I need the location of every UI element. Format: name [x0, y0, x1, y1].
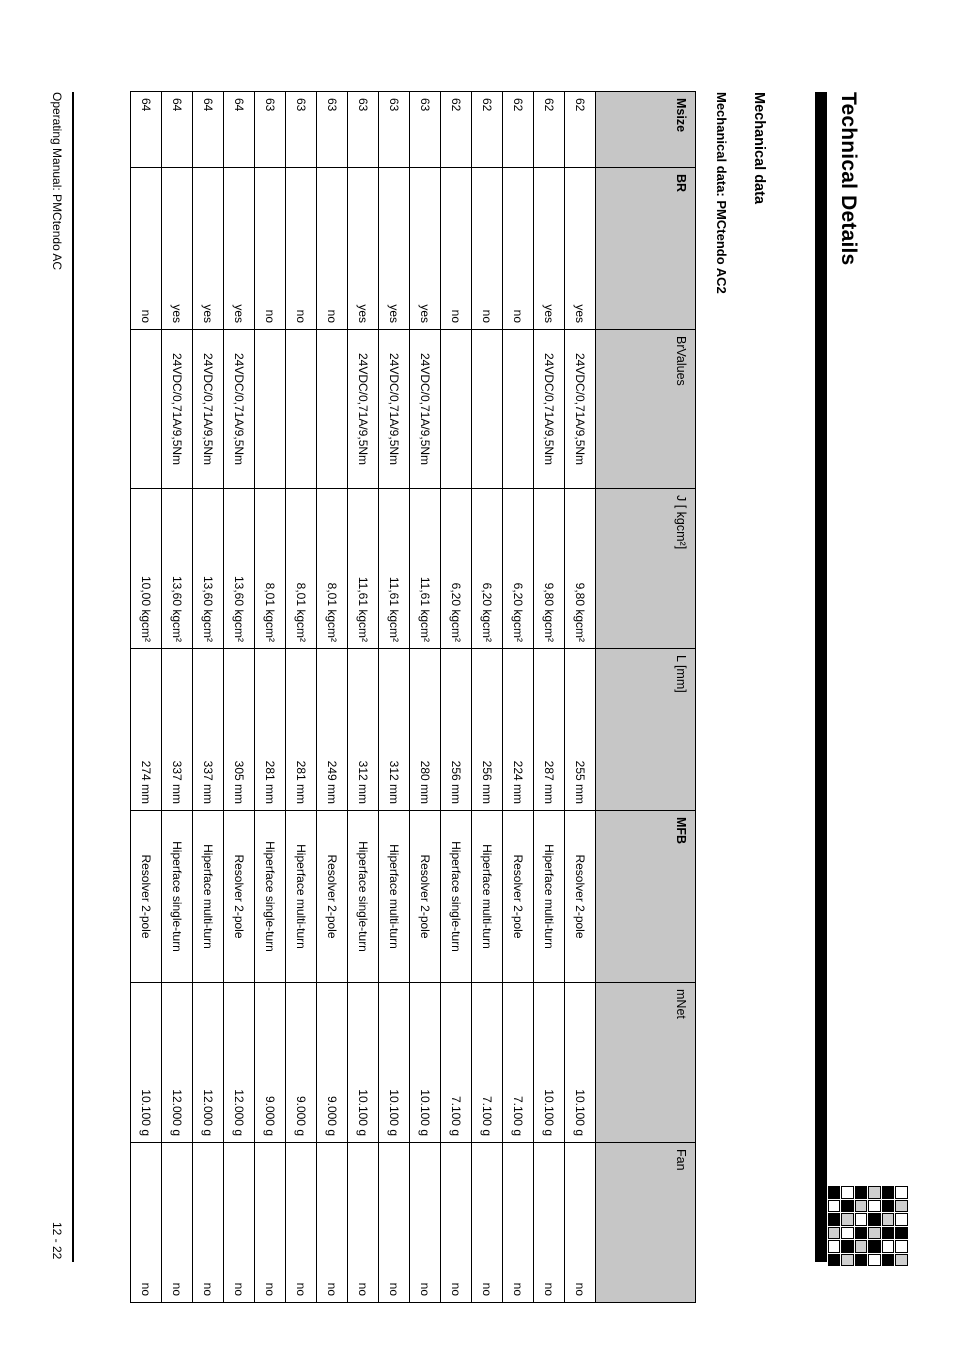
cell-msize: 62	[503, 92, 534, 168]
cell-mnet: 10.100 g	[379, 983, 410, 1143]
cell-msize: 62	[565, 92, 596, 168]
cell-mnet: 10.100 g	[131, 983, 162, 1143]
table-row	[410, 92, 441, 1303]
cell-br: yes	[162, 168, 193, 330]
cell-mnet: 7.100 g	[503, 983, 534, 1143]
cell-mnet: 7.100 g	[472, 983, 503, 1143]
cell-fan: no	[317, 1143, 348, 1303]
cell-msize: 62	[534, 92, 565, 168]
cell-msize: 64	[162, 92, 193, 168]
cell-fan: no	[131, 1143, 162, 1303]
cell-length: 305 mm	[224, 649, 255, 811]
cell-mfb: Hiperface multi-turn	[193, 811, 224, 983]
page-title: Technical Details	[837, 92, 860, 266]
cell-length: 280 mm	[410, 649, 441, 811]
cell-brvalues	[255, 330, 286, 489]
cell-brvalues	[472, 330, 503, 489]
cell-fan: no	[255, 1143, 286, 1303]
cell-fan: no	[224, 1143, 255, 1303]
cell-brvalues	[503, 330, 534, 489]
cell-length: 256 mm	[472, 649, 503, 811]
cell-br: no	[503, 168, 534, 330]
cell-br: yes	[565, 168, 596, 330]
col-header-mfb: MFB	[596, 811, 696, 983]
table-row	[565, 92, 596, 1303]
cell-inertia: 6,20 kgcm²	[503, 489, 534, 649]
cell-fan: no	[286, 1143, 317, 1303]
cell-mfb: Hiperface multi-turn	[379, 811, 410, 983]
table-row	[441, 92, 472, 1303]
cell-msize: 63	[255, 92, 286, 168]
cell-br: no	[131, 168, 162, 330]
mechanical-data-table	[130, 91, 696, 1303]
cell-brvalues: 24VDC/0,71A/9,5Nm	[348, 330, 379, 489]
cell-brvalues: 24VDC/0,71A/9,5Nm	[379, 330, 410, 489]
cell-mfb: Hiperface single-turn	[348, 811, 379, 983]
table-row	[348, 92, 379, 1303]
cell-inertia: 13,60 kgcm²	[162, 489, 193, 649]
cell-br: yes	[379, 168, 410, 330]
cell-inertia: 6,20 kgcm²	[441, 489, 472, 649]
cell-fan: no	[534, 1143, 565, 1303]
cell-mfb: Hiperface single-turn	[441, 811, 472, 983]
cell-br: no	[255, 168, 286, 330]
col-header-brvalues: BrValues	[596, 330, 696, 489]
cell-mfb: Resolver 2-pole	[410, 811, 441, 983]
cell-mnet: 9.000 g	[317, 983, 348, 1143]
cell-inertia: 13,60 kgcm²	[224, 489, 255, 649]
cell-mfb: Hiperface single-turn	[255, 811, 286, 983]
cell-mnet: 10.100 g	[565, 983, 596, 1143]
cell-brvalues: 24VDC/0,71A/9,5Nm	[410, 330, 441, 489]
cell-length: 312 mm	[379, 649, 410, 811]
footer-manual-name: Operating Manual: PMCtendo AC	[50, 92, 64, 271]
cell-mnet: 12.000 g	[224, 983, 255, 1143]
cell-br: no	[286, 168, 317, 330]
cell-brvalues	[131, 330, 162, 489]
table-header-row	[596, 92, 696, 1303]
cell-mfb: Resolver 2-pole	[131, 811, 162, 983]
cell-length: 281 mm	[255, 649, 286, 811]
cell-length: 249 mm	[317, 649, 348, 811]
cell-msize: 64	[193, 92, 224, 168]
cell-brvalues: 24VDC/0,71A/9,5Nm	[162, 330, 193, 489]
cell-mnet: 10.100 g	[534, 983, 565, 1143]
cell-brvalues: 24VDC/0,71A/9,5Nm	[224, 330, 255, 489]
col-header-fan: Fan	[596, 1143, 696, 1303]
cell-inertia: 8,01 kgcm²	[255, 489, 286, 649]
cell-inertia: 11,61 kgcm²	[410, 489, 441, 649]
cell-msize: 63	[410, 92, 441, 168]
page-number: 12 - 22	[50, 1222, 64, 1260]
cell-msize: 63	[317, 92, 348, 168]
cell-msize: 62	[472, 92, 503, 168]
title-divider	[815, 92, 827, 1262]
cell-brvalues: 24VDC/0,71A/9,5Nm	[534, 330, 565, 489]
cell-fan: no	[472, 1143, 503, 1303]
cell-length: 337 mm	[162, 649, 193, 811]
cell-mfb: Hiperface single-turn	[162, 811, 193, 983]
col-header-inertia: J [ kgcm²]	[596, 489, 696, 649]
cell-inertia: 11,61 kgcm²	[379, 489, 410, 649]
cell-mfb: Resolver 2-pole	[224, 811, 255, 983]
cell-fan: no	[193, 1143, 224, 1303]
cell-msize: 62	[441, 92, 472, 168]
cell-fan: no	[379, 1143, 410, 1303]
table-row	[162, 92, 193, 1303]
cell-br: no	[317, 168, 348, 330]
cell-mfb: Resolver 2-pole	[503, 811, 534, 983]
section-heading: Mechanical data	[751, 92, 767, 205]
cell-msize: 63	[379, 92, 410, 168]
cell-mfb: Resolver 2-pole	[565, 811, 596, 983]
cell-br: yes	[348, 168, 379, 330]
cell-fan: no	[410, 1143, 441, 1303]
cell-length: 287 mm	[534, 649, 565, 811]
company-logo-icon	[828, 1186, 908, 1266]
cell-fan: no	[348, 1143, 379, 1303]
cell-mfb: Hiperface multi-turn	[534, 811, 565, 983]
cell-mnet: 12.000 g	[193, 983, 224, 1143]
cell-br: no	[441, 168, 472, 330]
cell-fan: no	[565, 1143, 596, 1303]
cell-inertia: 13,60 kgcm²	[193, 489, 224, 649]
table-row	[317, 92, 348, 1303]
cell-fan: no	[162, 1143, 193, 1303]
cell-br: yes	[193, 168, 224, 330]
table-row	[379, 92, 410, 1303]
table-row	[193, 92, 224, 1303]
cell-mnet: 12.000 g	[162, 983, 193, 1143]
cell-br: yes	[410, 168, 441, 330]
cell-mfb: Hiperface multi-turn	[472, 811, 503, 983]
cell-mnet: 10.100 g	[348, 983, 379, 1143]
table-row	[255, 92, 286, 1303]
footer-divider	[72, 92, 74, 1262]
cell-inertia: 8,01 kgcm²	[286, 489, 317, 649]
cell-inertia: 9,80 kgcm²	[534, 489, 565, 649]
cell-mnet: 9.000 g	[286, 983, 317, 1143]
cell-mnet: 9.000 g	[255, 983, 286, 1143]
table-row	[503, 92, 534, 1303]
cell-length: 224 mm	[503, 649, 534, 811]
cell-length: 312 mm	[348, 649, 379, 811]
cell-length: 255 mm	[565, 649, 596, 811]
cell-msize: 63	[348, 92, 379, 168]
cell-length: 281 mm	[286, 649, 317, 811]
cell-length: 337 mm	[193, 649, 224, 811]
cell-mfb: Resolver 2-pole	[317, 811, 348, 983]
table-row	[534, 92, 565, 1303]
col-header-length: L [mm]	[596, 649, 696, 811]
table-row	[131, 92, 162, 1303]
cell-mfb: Hiperface multi-turn	[286, 811, 317, 983]
col-header-br: BR	[596, 168, 696, 330]
cell-length: 256 mm	[441, 649, 472, 811]
table-row	[286, 92, 317, 1303]
cell-inertia: 9,80 kgcm²	[565, 489, 596, 649]
cell-br: no	[472, 168, 503, 330]
subsection-heading: Mechanical data: PMCtendo AC2	[714, 92, 729, 294]
cell-fan: no	[503, 1143, 534, 1303]
cell-inertia: 10,00 kgcm²	[131, 489, 162, 649]
col-header-msize: Msize	[596, 92, 696, 168]
cell-br: yes	[534, 168, 565, 330]
col-header-mnet: mNet	[596, 983, 696, 1143]
cell-msize: 63	[286, 92, 317, 168]
cell-brvalues	[441, 330, 472, 489]
cell-fan: no	[441, 1143, 472, 1303]
cell-inertia: 8,01 kgcm²	[317, 489, 348, 649]
cell-mnet: 7.100 g	[441, 983, 472, 1143]
cell-inertia: 11,61 kgcm²	[348, 489, 379, 649]
cell-br: yes	[224, 168, 255, 330]
cell-mnet: 10.100 g	[410, 983, 441, 1143]
cell-msize: 64	[131, 92, 162, 168]
cell-length: 274 mm	[131, 649, 162, 811]
table-row	[224, 92, 255, 1303]
cell-brvalues: 24VDC/0,71A/9,5Nm	[193, 330, 224, 489]
cell-brvalues: 24VDC/0,71A/9,5Nm	[565, 330, 596, 489]
cell-brvalues	[317, 330, 348, 489]
cell-brvalues	[286, 330, 317, 489]
table-row	[472, 92, 503, 1303]
cell-inertia: 6,20 kgcm²	[472, 489, 503, 649]
cell-msize: 64	[224, 92, 255, 168]
